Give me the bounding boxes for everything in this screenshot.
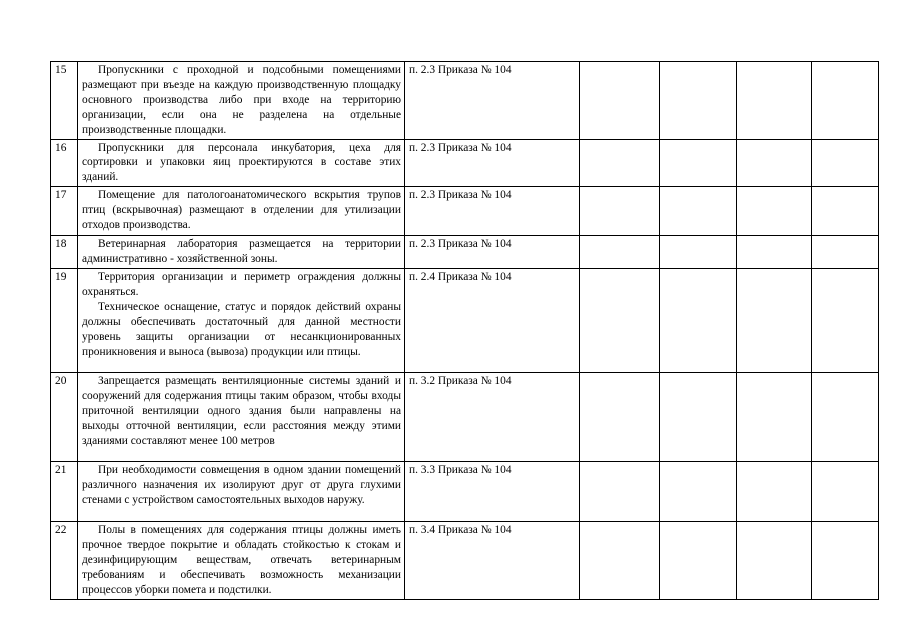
empty-cell bbox=[660, 373, 737, 462]
row-number: 21 bbox=[51, 462, 78, 522]
empty-cell bbox=[737, 187, 812, 236]
requirement-paragraph: Ветеринарная лаборатория размещается на территории административно - хозяйственной зоны. bbox=[82, 238, 401, 266]
empty-cell bbox=[660, 462, 737, 522]
requirement-paragraph: Пропускники с проходной и подсобными помещениями размещают при въезде на каждую производственную площадку основного производства либо при входе на территорию организации, если она не разделена на отдельные производственные площадки. bbox=[82, 64, 401, 136]
empty-cell bbox=[812, 373, 879, 462]
empty-cell bbox=[660, 522, 737, 600]
requirement-paragraph: Техническое оснащение, статус и порядок действий охраны должны обеспечивать достаточный для данной местности уровень защиты организации от несанкционированных проникновения и выноса (вывоза) продукции или птицы. bbox=[82, 300, 401, 358]
requirement-text bbox=[78, 373, 405, 462]
requirement-text bbox=[78, 187, 405, 236]
empty-cell bbox=[580, 373, 660, 462]
row-number: 20 bbox=[51, 373, 78, 462]
empty-cell bbox=[580, 522, 660, 600]
empty-cell bbox=[737, 522, 812, 600]
empty-cell bbox=[580, 269, 660, 373]
row-number: 17 bbox=[51, 187, 78, 236]
requirement-text bbox=[78, 236, 405, 269]
empty-cell bbox=[812, 236, 879, 269]
requirement-paragraph: Помещение для патологоанатомического вскрытия трупов птиц (вскрывочная) размещают в отделении для утилизации отходов производства. bbox=[82, 189, 401, 232]
regulation-reference: п. 3.3 Приказа № 104 bbox=[405, 462, 580, 522]
table-row bbox=[51, 187, 879, 236]
regulation-reference: п. 2.3 Приказа № 104 bbox=[405, 187, 580, 236]
empty-cell bbox=[737, 269, 812, 373]
regulation-reference: п. 2.4 Приказа № 104 bbox=[405, 269, 580, 373]
empty-cell bbox=[737, 373, 812, 462]
table-row bbox=[51, 462, 879, 522]
requirement-text bbox=[78, 269, 405, 373]
table-row bbox=[51, 62, 879, 140]
row-number: 22 bbox=[51, 522, 78, 600]
requirement-text bbox=[78, 62, 405, 140]
table-body bbox=[51, 62, 879, 600]
empty-cell bbox=[812, 62, 879, 140]
empty-cell bbox=[812, 462, 879, 522]
regulation-reference: п. 2.3 Приказа № 104 bbox=[405, 62, 580, 140]
empty-cell bbox=[660, 236, 737, 269]
table-row bbox=[51, 269, 879, 373]
empty-cell bbox=[812, 139, 879, 187]
requirement-paragraph: Запрещается размещать вентиляционные системы зданий и сооружений для содержания птицы таким образом, чтобы входы приточной вентиляции одного здания были направлены на выходы отточной вентиляции, если расстояния между этими зданиями составляют менее 100 метров bbox=[82, 375, 401, 447]
requirement-paragraph: Полы в помещениях для содержания птицы должны иметь прочное твердое покрытие и обладать стойкостью к стокам и дезинфицирующим веществам, отвечать ветеринарным требованиям и обеспечивать возможность механизации процессов уборки помета и подстилки. bbox=[82, 524, 401, 596]
requirement-text bbox=[78, 522, 405, 600]
empty-cell bbox=[812, 187, 879, 236]
empty-cell bbox=[660, 62, 737, 140]
requirement-paragraph: Территория организации и периметр ограждения должны охраняться. bbox=[82, 271, 401, 298]
row-number: 15 bbox=[51, 62, 78, 140]
empty-cell bbox=[660, 187, 737, 236]
empty-cell bbox=[660, 269, 737, 373]
empty-cell bbox=[660, 139, 737, 187]
regulation-reference: п. 2.3 Приказа № 104 bbox=[405, 139, 580, 187]
empty-cell bbox=[580, 139, 660, 187]
requirements-table bbox=[50, 61, 879, 600]
row-number: 19 bbox=[51, 269, 78, 373]
table-row bbox=[51, 373, 879, 462]
regulation-reference: п. 2.3 Приказа № 104 bbox=[405, 236, 580, 269]
empty-cell bbox=[812, 269, 879, 373]
empty-cell bbox=[580, 187, 660, 236]
requirement-paragraph: При необходимости совмещения в одном здании помещений различного назначения их изолируют друг от друга глухими стенами с устройством самостоятельных выходов наружу. bbox=[82, 464, 401, 506]
row-number: 16 bbox=[51, 139, 78, 187]
requirement-text bbox=[78, 462, 405, 522]
regulation-reference: п. 3.2 Приказа № 104 bbox=[405, 373, 580, 462]
empty-cell bbox=[812, 522, 879, 600]
empty-cell bbox=[737, 62, 812, 140]
requirement-text bbox=[78, 139, 405, 187]
empty-cell bbox=[737, 236, 812, 269]
regulation-reference: п. 3.4 Приказа № 104 bbox=[405, 522, 580, 600]
empty-cell bbox=[737, 139, 812, 187]
empty-cell bbox=[580, 62, 660, 140]
table-row bbox=[51, 139, 879, 187]
requirement-paragraph: Пропускники для персонала инкубатория, цеха для сортировки и упаковки яиц проектируются в составе этих зданий. bbox=[82, 141, 401, 184]
empty-cell bbox=[580, 236, 660, 269]
empty-cell bbox=[737, 462, 812, 522]
row-number: 18 bbox=[51, 236, 78, 269]
empty-cell bbox=[580, 462, 660, 522]
table-row bbox=[51, 236, 879, 269]
table-row bbox=[51, 522, 879, 600]
